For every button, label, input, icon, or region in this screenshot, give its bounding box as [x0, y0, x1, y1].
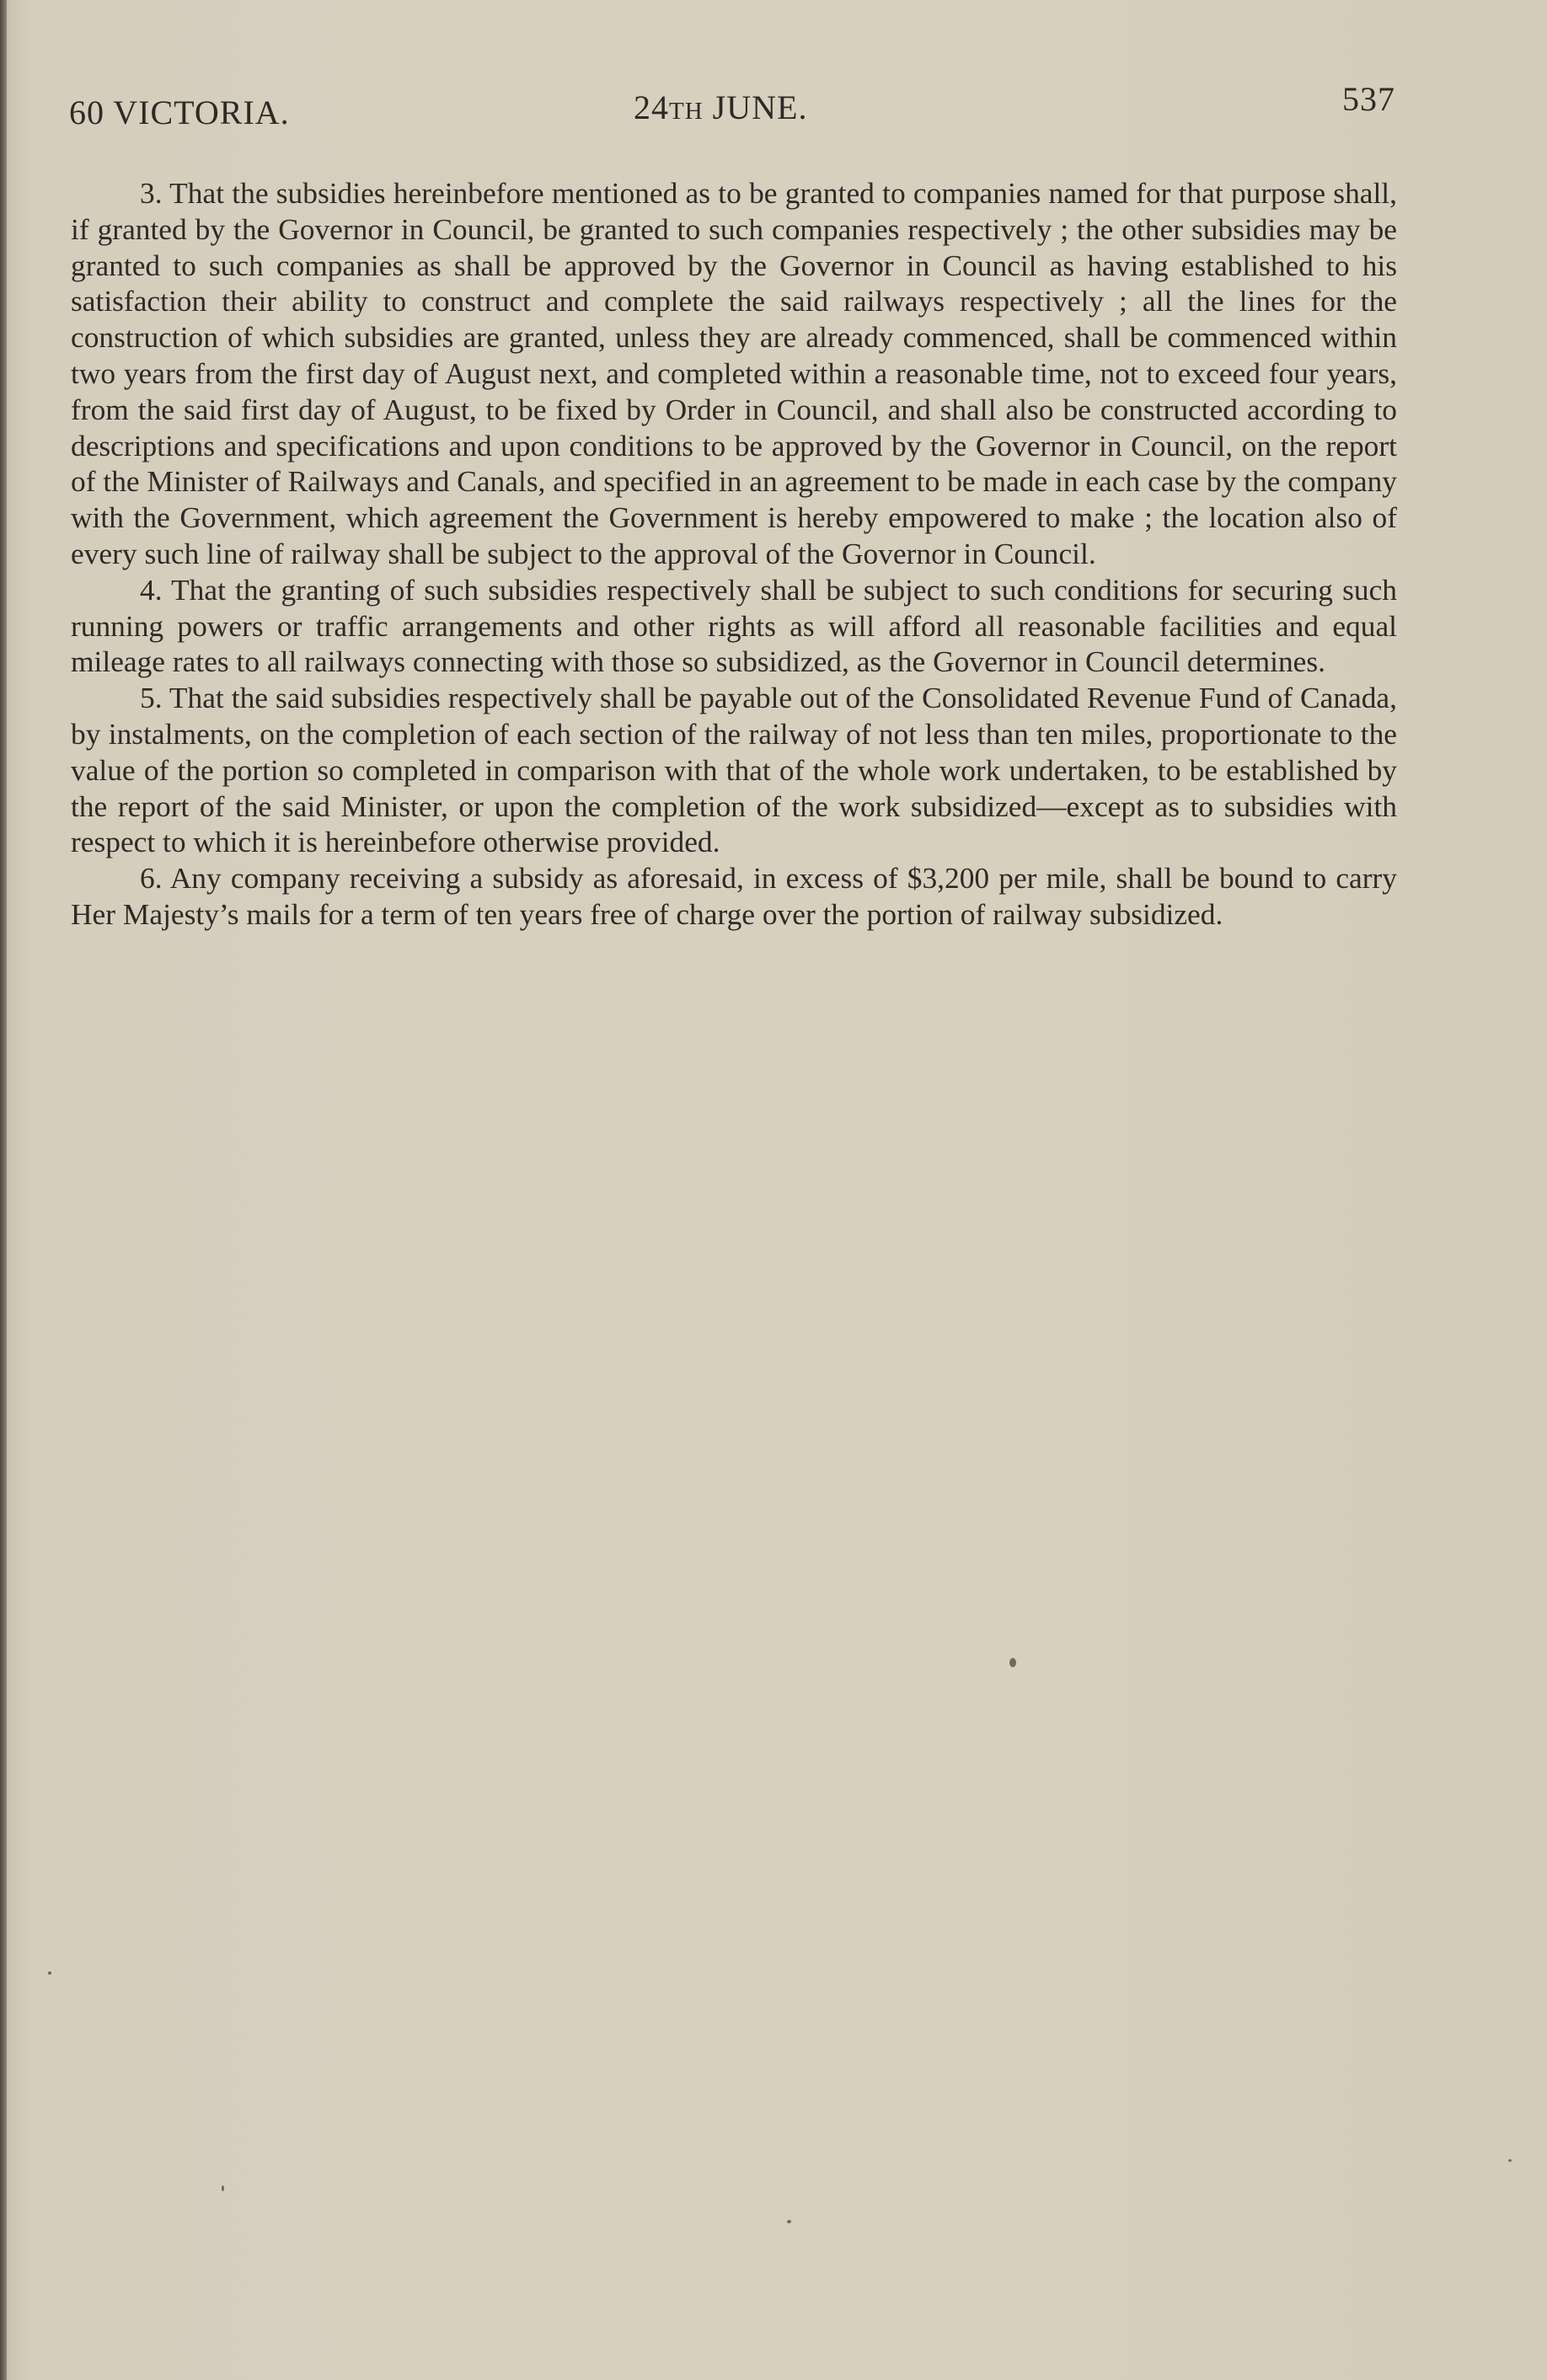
paragraph-6: 6. Any company receiving a subsidy as aforesaid, in excess of $3,200 per mile, shall be bound to carry Her Majesty’s mails for a term of ten years free of charge over the portion of railway subsidized.: [71, 861, 1397, 931]
page-number: 537: [1342, 80, 1395, 118]
paper-speck: [48, 1971, 51, 1975]
paragraph-4: 4. That the granting of such subsidies respectively shall be subject to such conditions for securing such running powers or traffic arrangements and other rights as will afford all reasonable facilities and equal mileage rates to all railways connecting with those so subsidized, as the Governor in Council determines.: [71, 572, 1397, 679]
header-date-suffix: TH: [669, 98, 704, 125]
header-session: 60 VICTORIA.: [69, 94, 290, 131]
header-date-day: 24: [634, 88, 669, 126]
paragraph-3: 3. That the subsidies hereinbefore mentioned as to be granted to companies named for that purpose shall, if granted by the Governor in Council, be granted to such companies respectively ; the other subsidies may be granted to such companies as shall be approved by the Governor in Council as having established to his satisfaction their ability to construct and complete the said railways respectively ; all the lines for the construction of which subsidies are granted, unless they are already commenced, shall be commenced within two years from the first day of August next, and completed within a reasonable time, not to exceed four years, from the said first day of August, to be fixed by Order in Council, and shall also be constructed according to descriptions and specifications and upon conditions to be approved by the Governor in Council, on the report of the Minister of Railways and Canals, and specified in an agreement to be made in each case by the company with the Government, which agreement the Government is hereby empowered to make ; the location also of every such line of railway shall be subject to the approval of the Governor in Council.: [71, 176, 1397, 570]
paragraph-5: 5. That the said subsidies respectively shall be payable out of the Consolidated Revenue Fund of Canada, by instalments, on the completion of each section of the railway of not less than ten miles, proportionate to the value of the portion so completed in comparison with that of the whole work undertaken, to be established by the report of the said Minister, or upon the completion of the work subsidized—except as to subsidies with respect to which it is hereinbefore otherwise provided.: [71, 681, 1397, 859]
paper-speck: [787, 2220, 791, 2223]
paper-speck: [1508, 2159, 1512, 2162]
book-spine-edge: [0, 0, 7, 2380]
running-header: [69, 80, 1395, 135]
paper-speck: [1009, 1658, 1016, 1667]
header-date-month: JUNE.: [703, 88, 808, 126]
header-date: [634, 88, 807, 127]
paper-speck: [222, 2185, 224, 2191]
document-body: [71, 175, 1397, 933]
